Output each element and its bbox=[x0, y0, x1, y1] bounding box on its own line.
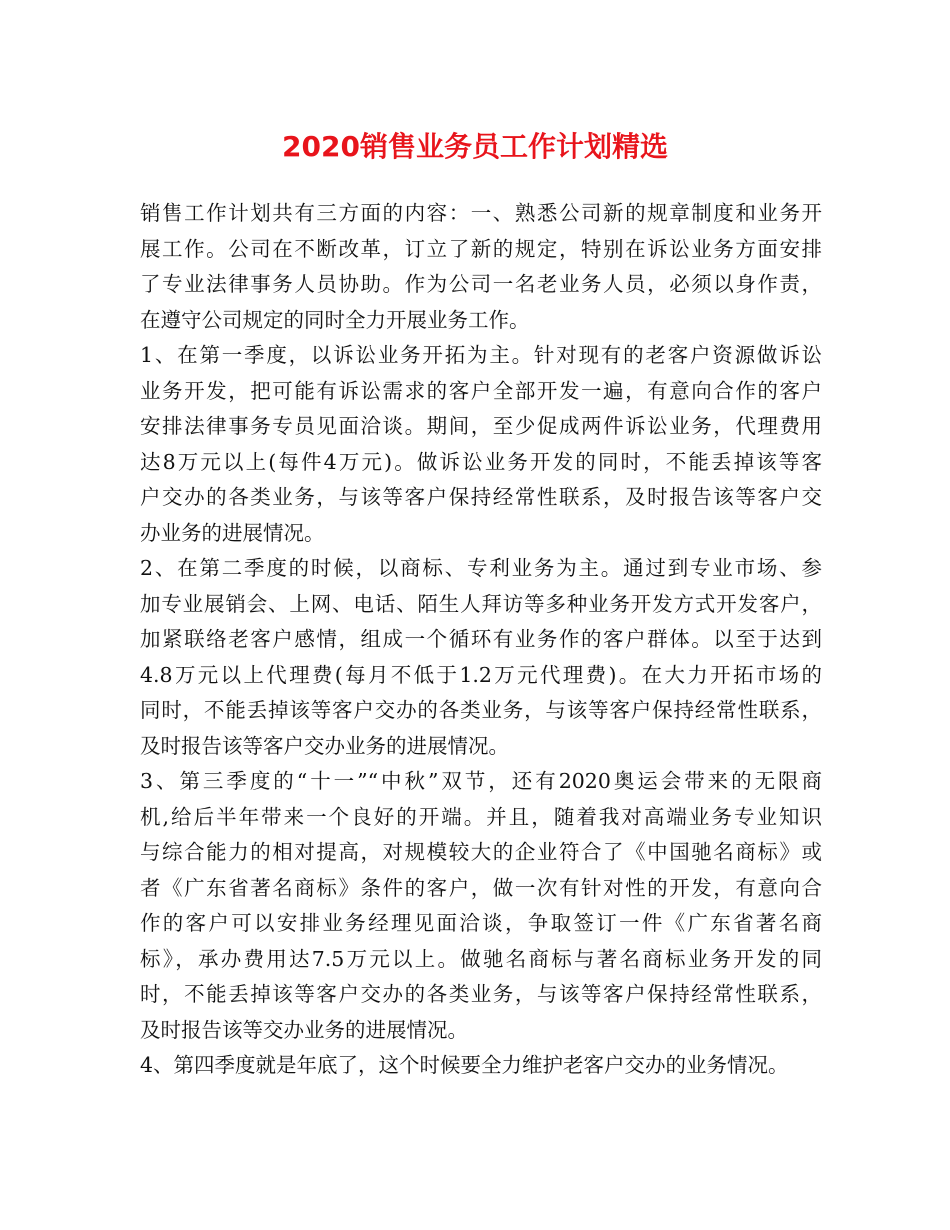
body-line: 与综合能力的相对提高，对规模较大的企业符合了《中国驰名商标》或 bbox=[140, 840, 822, 864]
body-line: 了专业法律事务人员协助。作为公司一名老业务人员，必须以身作责， bbox=[140, 272, 822, 296]
body-line: 及时报告该等交办业务的进展情况。 bbox=[140, 1017, 468, 1042]
body-line: 及时报告该等客户交办业务的进展情况。 bbox=[140, 733, 509, 758]
body-line: 者《广东省著名商标》条件的客户，做一次有针对性的开发，有意向合 bbox=[140, 875, 822, 900]
body-line: 时，不能丢掉该等客户交办的各类业务，与该等客户保持经常性联系， bbox=[140, 982, 822, 1006]
body-line: 同时，不能丢掉该等客户交办的各类业务，与该等客户保持经常性联系， bbox=[140, 698, 822, 722]
body-line: 在遵守公司规定的同时全力开展业务工作。 bbox=[140, 307, 530, 332]
body-line: 2、在第二季度的时候，以商标、专利业务为主。通过到专业市场、参 bbox=[140, 556, 822, 580]
body-line: 标》，承办费用达7.5万元以上。做驰名商标与著名商标业务开发的同 bbox=[140, 946, 822, 971]
body-line: 办业务的进展情况。 bbox=[140, 520, 325, 545]
body-line: 安排法律事务专员见面洽谈。期间，至少促成两件诉讼业务，代理费用 bbox=[140, 414, 822, 438]
body-line: 达8万元以上(每件4万元)。做诉讼业务开发的同时，不能丢掉该等客 bbox=[140, 449, 822, 474]
body-line: 加专业展销会、上网、电话、陌生人拜访等多种业务开发方式开发客户， bbox=[140, 591, 822, 616]
document-title: 2020销售业务员工作计划精选 bbox=[282, 130, 668, 163]
body-line: 作的客户可以安排业务经理见面洽谈，争取签订一件《广东省著名商 bbox=[140, 911, 822, 935]
body-line: 加紧联络老客户感情，组成一个循环有业务作的客户群体。以至于达到 bbox=[140, 627, 822, 651]
body-line: 机,给后半年带来一个良好的开端。并且，随着我对高端业务专业知识 bbox=[140, 804, 822, 829]
body-line: 销售工作计划共有三方面的内容：一、熟悉公司新的规章制度和业务开 bbox=[140, 201, 822, 225]
body-line: 4.8万元以上代理费(每月不低于1.2万元代理费)。在大力开拓市场的 bbox=[140, 662, 822, 687]
body-line: 业务开发，把可能有诉讼需求的客户全部开发一遍，有意向合作的客户 bbox=[140, 378, 822, 403]
body-line: 4、第四季度就是年底了，这个时候要全力维护老客户交办的业务情况。 bbox=[140, 1053, 789, 1077]
document-body bbox=[140, 196, 822, 1084]
body-line: 3、第三季度的“十一”“中秋”双节，还有2020奥运会带来的无限商 bbox=[140, 769, 822, 793]
body-line: 展工作。公司在不断改革，订立了新的规定，特别在诉讼业务方面安排 bbox=[140, 236, 822, 261]
body-line: 户交办的各类业务，与该等客户保持经常性联系，及时报告该等客户交 bbox=[140, 485, 822, 509]
body-line: 1、在第一季度，以诉讼业务开拓为主。针对现有的老客户资源做诉讼 bbox=[140, 343, 822, 367]
